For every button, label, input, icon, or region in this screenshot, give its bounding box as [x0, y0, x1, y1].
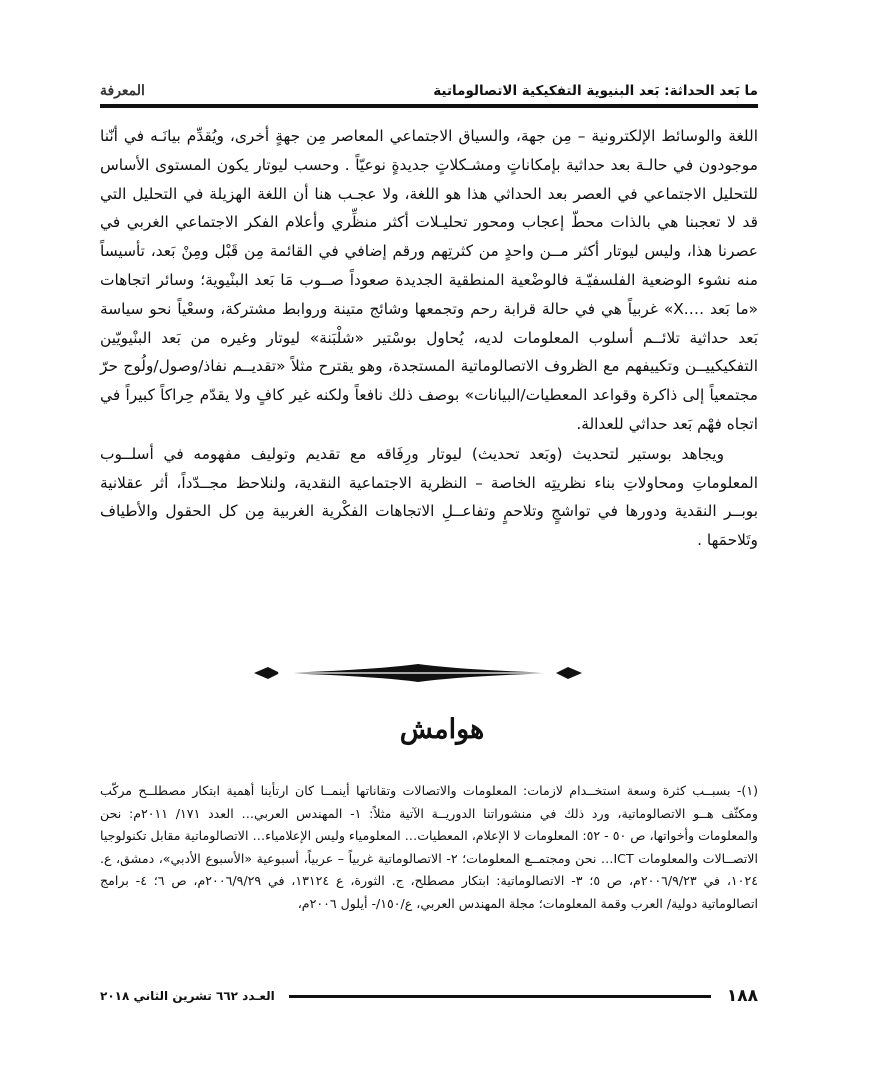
magazine-logo: المعرفة — [100, 83, 145, 99]
article-body — [100, 122, 758, 555]
footnotes-section — [100, 780, 758, 916]
page-number: ١٨٨ — [726, 986, 758, 1006]
footnote-1: (١)- بسبــب كثرة وسعة استخــدام لازمات: المعلومات والاتصالات وتقاناتها أينمــا كان ارتأينا أهمية ابتكار مصطلــح مركّب ومكثّف هــو الاتصالوماتية، ورد ذلك في منشوراتنا الدوريــة الآتية مثلاً: ١- المهندس العربي… العدد ١٧١/ ٢٠١١م: نحن والمعلومات وأخواتها، ص ٥٠ - ٥٢: المعلومات لا الإعلام، المعطيات… المعلومياء وليس الإعلامياء… الاتصالوماتية مقابل تكنولوجيا الاتصــالات والمعلومات ICT… نحن ومجتمــع المعلومات؛ ٢- الاتصالوماتية غربياً – عربياً، أسبوعية «الأسبوع الأدبي»، دمشق، ع. ١٠٢٤، في ٢٠٠٦/٩/٢٣م، ص ٥؛ ٣- الاتصالوماتية: ابتكار مصطلح، ج. الثورة، ع ١٣١٢٤، في ٢٠٠٦/٩/٢٩م، ص ٦؛ ٤- برامج اتصالوماتية دولية/ العرب وقمة المعلومات؛ مجلة المهندس العربي، ع/١٥٠/- أيلول ٢٠٠٦م، — [100, 783, 759, 911]
page-footer — [100, 986, 758, 1006]
ornament-icon — [254, 662, 582, 684]
section-divider-ornament — [254, 662, 582, 684]
footnotes-heading: هوامش — [399, 714, 485, 745]
body-paragraph-1: اللغة والوسائط الإلكترونية – مِن جهة، والسياق الاجتماعي المعاصر مِن جهةٍ أخرى، ويُقدِّم بيانَـه في أنّنا موجودون في حالـة بعد حداثية بإمكاناتٍ ومشـكلاتٍ جديدةٍ نوعيّاً . وحسب ليوتار يكون المستوى الأساس للتحليل الاجتماعي في العصر بعد الحداثي هذا هو اللغة، ولا عجـب هنا أن اللغة الهزيلة في التحليل التي قد لا تعجبنا هي بالذات محطّ إعجاب ومحور تحليـلات أكثر منظِّري وأعلام الفكر الاجتماعي الغربي في عصرنا هذا، وليس ليوتار أكثر مــن واحدٍ من كثرتِهم ورقم إضافي في القائمة مِن قَبْل ومِنْ بَعد، تأسيساً منه نشوء الوضعية الفلسفيّـة فالوضْعية المنطقية الجديدة صعوداً صــوب مَا بَعد البنْيوية؛ وسائر اتجاهات «ما بَعد ….X» غربياً هي في حالة قرابة رحم وتجمعها وشائج متينة وروابط مشتركة، وسعْياً نحو سياسة بَعد حداثية تلائــم أسلوب المعلومات لديه، يُحاول بوسْتير «شلْبَنة» ليوتار وغيره من بَعد البنْيويّين التفكيكييــن وتكييفهم مع الظروف الاتصالوماتية المستجدة، وهو يقترح مثلاً «تقديــم نفاذ/وصول/ولُوج حرّ مجتمعياً إلى ذاكرة وقواعد المعطيات/البيانات» بوصف ذلك نافعاً ولكنه غير كافٍ ولا يقدّم حِراكاً كبيراً في اتجاه فهْم بَعد حداثي للعدالة. — [100, 127, 758, 433]
body-paragraph-2: ويجاهد بوستير لتحديث (وبَعد تحديث) ليوتار ورِفَاقه مع تقديم وتوليف مفهومه في أسلــوب المعلوماتِ ومحاولاتِ بناء نظريتِه الخاصة – النظرية الاجتماعية النقدية، ولنلاحظ مجــدّداً، أثر عقلانية بوبــر النقدية ودورها في تواشجٍ وتلاحمٍ وتفاعــلِ الاتجاهات الفكْرية الغربية مِن كل الحقول والأطياف وتَلاحمَها . — [100, 444, 758, 550]
footer-rule — [289, 995, 711, 998]
issue-info: العـدد ٦٦٢ تشرين الثاني ٢٠١٨ — [100, 989, 275, 1003]
running-header — [100, 78, 758, 108]
header-title: ما بَعد الحداثة: بَعد البنيوية التفكيكية الاتصالوماتية — [433, 83, 758, 99]
